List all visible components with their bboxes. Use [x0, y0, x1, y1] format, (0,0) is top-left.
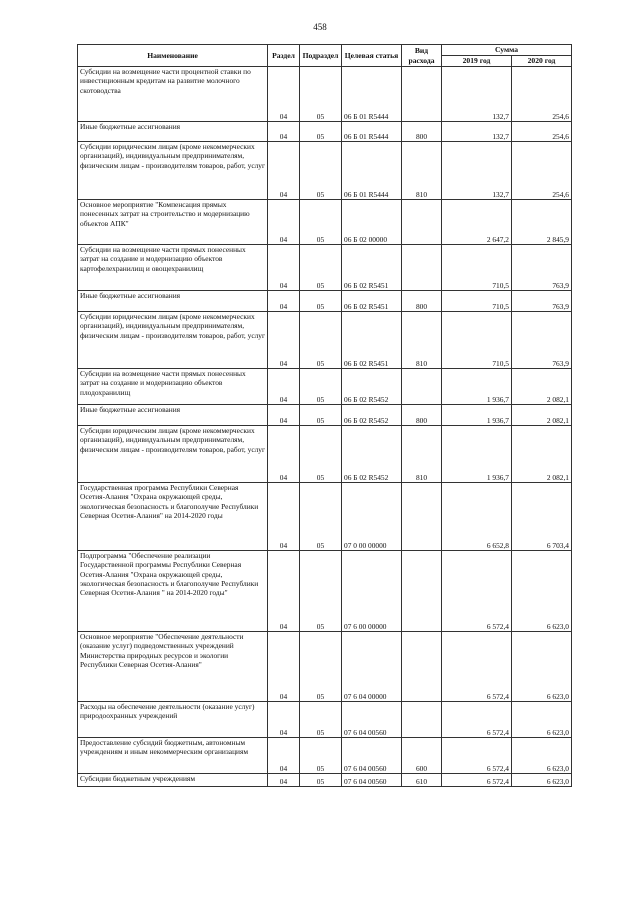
- row-target: 07 6 04 00560: [342, 738, 402, 774]
- row-section: 04: [268, 738, 300, 774]
- row-name: Иные бюджетные ассигнования: [78, 405, 268, 426]
- row-2020: 2 082,1: [512, 369, 572, 405]
- table-row: [78, 369, 572, 405]
- row-subsection: 05: [300, 200, 342, 245]
- row-subsection: 05: [300, 369, 342, 405]
- table-row: [78, 551, 572, 632]
- row-2019: 1 936,7: [442, 426, 512, 483]
- row-name: Государственная программа Республики Северная Осетия-Алания "Охрана окружающей среды, экологическая безопасность и благополучие Республики Северная Осетия-Алания" на 2014-2020 годы: [78, 483, 268, 551]
- row-section: 04: [268, 200, 300, 245]
- row-exp-type: 810: [402, 142, 442, 200]
- table-row: [78, 632, 572, 702]
- table-row: [78, 291, 572, 312]
- row-subsection: 05: [300, 245, 342, 291]
- row-target: 07 6 04 00000: [342, 632, 402, 702]
- row-2019: 1 936,7: [442, 369, 512, 405]
- table-row: [78, 122, 572, 142]
- row-2019: 6 572,4: [442, 632, 512, 702]
- table-row: [78, 67, 572, 122]
- row-section: 04: [268, 291, 300, 312]
- row-target: 07 6 04 00560: [342, 702, 402, 738]
- row-target: 07 6 00 00000: [342, 551, 402, 632]
- table-header: [78, 45, 572, 67]
- row-section: 04: [268, 632, 300, 702]
- row-subsection: 05: [300, 405, 342, 426]
- header-2019: 2019 год: [442, 56, 512, 67]
- row-2020: 2 082,1: [512, 426, 572, 483]
- row-2020: 6 623,0: [512, 702, 572, 738]
- row-2020: 6 623,0: [512, 551, 572, 632]
- row-subsection: 05: [300, 483, 342, 551]
- row-2020: 254,6: [512, 142, 572, 200]
- budget-table: [77, 44, 572, 787]
- header-exp-type: Вид расхода: [402, 45, 442, 67]
- table-row: [78, 702, 572, 738]
- row-subsection: 05: [300, 551, 342, 632]
- row-target: 06 Б 02 R5451: [342, 291, 402, 312]
- row-2020: 254,6: [512, 67, 572, 122]
- row-name: Субсидии на возмещение части прямых понесенных затрат на создание и модернизацию объектов картофелехранилищ и овощехранилищ: [78, 245, 268, 291]
- table-row: [78, 738, 572, 774]
- row-name: Субсидии юридическим лицам (кроме некоммерческих организаций), индивидуальным предпринимателям, физическим лицам - производителям товаров, работ, услуг: [78, 426, 268, 483]
- row-target: 06 Б 02 R5452: [342, 369, 402, 405]
- row-subsection: 05: [300, 702, 342, 738]
- row-target: 06 Б 02 00000: [342, 200, 402, 245]
- row-section: 04: [268, 483, 300, 551]
- row-section: 04: [268, 426, 300, 483]
- row-2019: 132,7: [442, 67, 512, 122]
- row-2020: 6 703,4: [512, 483, 572, 551]
- header-subsection: Подраздел: [300, 45, 342, 67]
- row-name: Иные бюджетные ассигнования: [78, 291, 268, 312]
- row-exp-type: 810: [402, 426, 442, 483]
- row-exp-type: [402, 245, 442, 291]
- row-subsection: 05: [300, 142, 342, 200]
- row-2019: 132,7: [442, 142, 512, 200]
- row-target: 06 Б 02 R5452: [342, 426, 402, 483]
- row-subsection: 05: [300, 291, 342, 312]
- row-name: Основное мероприятие "Обеспечение деятельности (оказание услуг) подведомственных учреждений Министерства природных ресурсов и экологии Республики Северная Осетия-Алания": [78, 632, 268, 702]
- row-subsection: 05: [300, 426, 342, 483]
- row-section: 04: [268, 312, 300, 369]
- row-exp-type: 800: [402, 122, 442, 142]
- row-exp-type: 610: [402, 774, 442, 787]
- row-section: 04: [268, 551, 300, 632]
- header-2020: 2020 год: [512, 56, 572, 67]
- row-name: Субсидии на возмещение части процентной ставки по инвестиционным кредитам на развитие молочного скотоводства: [78, 67, 268, 122]
- row-target: 06 Б 02 R5451: [342, 245, 402, 291]
- row-2019: 1 936,7: [442, 405, 512, 426]
- table-row: [78, 245, 572, 291]
- row-subsection: 05: [300, 312, 342, 369]
- row-2019: 710,5: [442, 245, 512, 291]
- table-row: [78, 200, 572, 245]
- row-exp-type: 600: [402, 738, 442, 774]
- table-body: [78, 67, 572, 787]
- header-target: Целевая статья: [342, 45, 402, 67]
- row-2020: 254,6: [512, 122, 572, 142]
- row-exp-type: [402, 483, 442, 551]
- row-target: 06 Б 01 R5444: [342, 67, 402, 122]
- row-target: 07 6 04 00560: [342, 774, 402, 787]
- row-section: 04: [268, 774, 300, 787]
- row-2020: 6 623,0: [512, 632, 572, 702]
- header-name: Наименование: [78, 45, 268, 67]
- row-target: 06 Б 01 R5444: [342, 142, 402, 200]
- row-2019: 6 572,4: [442, 738, 512, 774]
- row-2020: 6 623,0: [512, 774, 572, 787]
- table-row: [78, 405, 572, 426]
- row-exp-type: 800: [402, 291, 442, 312]
- row-exp-type: [402, 632, 442, 702]
- page-number: 458: [313, 22, 327, 32]
- row-target: 07 0 00 00000: [342, 483, 402, 551]
- row-exp-type: [402, 551, 442, 632]
- row-section: 04: [268, 245, 300, 291]
- row-exp-type: [402, 702, 442, 738]
- row-target: 06 Б 02 R5452: [342, 405, 402, 426]
- row-subsection: 05: [300, 774, 342, 787]
- row-section: 04: [268, 405, 300, 426]
- row-subsection: 05: [300, 632, 342, 702]
- row-2019: 6 572,4: [442, 702, 512, 738]
- row-2019: 132,7: [442, 122, 512, 142]
- row-section: 04: [268, 122, 300, 142]
- row-2019: 6 652,8: [442, 483, 512, 551]
- row-name: Предоставление субсидий бюджетным, автономным учреждениям и иным некоммерческим организациям: [78, 738, 268, 774]
- row-name: Субсидии юридическим лицам (кроме некоммерческих организаций), индивидуальным предпринимателям, физическим лицам - производителям товаров, работ, услуг: [78, 312, 268, 369]
- row-subsection: 05: [300, 738, 342, 774]
- row-name: Субсидии юридическим лицам (кроме некоммерческих организаций), индивидуальным предпринимателям, физическим лицам - производителям товаров, работ, услуг: [78, 142, 268, 200]
- row-exp-type: [402, 200, 442, 245]
- row-target: 06 Б 02 R5451: [342, 312, 402, 369]
- row-section: 04: [268, 142, 300, 200]
- row-subsection: 05: [300, 122, 342, 142]
- header-section: Раздел: [268, 45, 300, 67]
- row-2019: 6 572,4: [442, 551, 512, 632]
- row-2019: 6 572,4: [442, 774, 512, 787]
- table-row: [78, 142, 572, 200]
- row-name: Подпрограмма "Обеспечение реализации Государственной программы Республики Северная Осетия-Алания "Охрана окружающей среды, экологическая безопасность и благополучие Республики Северная Осетия-Алания " на 2014-2020 годы": [78, 551, 268, 632]
- table-row: [78, 483, 572, 551]
- row-2020: 2 845,9: [512, 200, 572, 245]
- table-row: [78, 426, 572, 483]
- row-2019: 2 647,2: [442, 200, 512, 245]
- row-2020: 763,9: [512, 312, 572, 369]
- row-exp-type: 800: [402, 405, 442, 426]
- row-2019: 710,5: [442, 312, 512, 369]
- row-exp-type: [402, 369, 442, 405]
- row-name: Расходы на обеспечение деятельности (оказание услуг) природоохранных учреждений: [78, 702, 268, 738]
- row-2019: 710,5: [442, 291, 512, 312]
- row-subsection: 05: [300, 67, 342, 122]
- row-name: Субсидии бюджетным учреждениям: [78, 774, 268, 787]
- row-name: Субсидии на возмещение части прямых понесенных затрат на создание и модернизацию объектов плодохранилищ: [78, 369, 268, 405]
- header-sum: Сумма: [442, 45, 572, 56]
- row-section: 04: [268, 369, 300, 405]
- row-name: Иные бюджетные ассигнования: [78, 122, 268, 142]
- row-2020: 763,9: [512, 291, 572, 312]
- row-section: 04: [268, 67, 300, 122]
- row-section: 04: [268, 702, 300, 738]
- row-name: Основное мероприятие "Компенсация прямых понесенных затрат на строительство и модернизацию объектов АПК": [78, 200, 268, 245]
- row-exp-type: 810: [402, 312, 442, 369]
- row-target: 06 Б 01 R5444: [342, 122, 402, 142]
- table-row: [78, 774, 572, 787]
- table-row: [78, 312, 572, 369]
- row-exp-type: [402, 67, 442, 122]
- row-2020: 6 623,0: [512, 738, 572, 774]
- row-2020: 2 082,1: [512, 405, 572, 426]
- row-2020: 763,9: [512, 245, 572, 291]
